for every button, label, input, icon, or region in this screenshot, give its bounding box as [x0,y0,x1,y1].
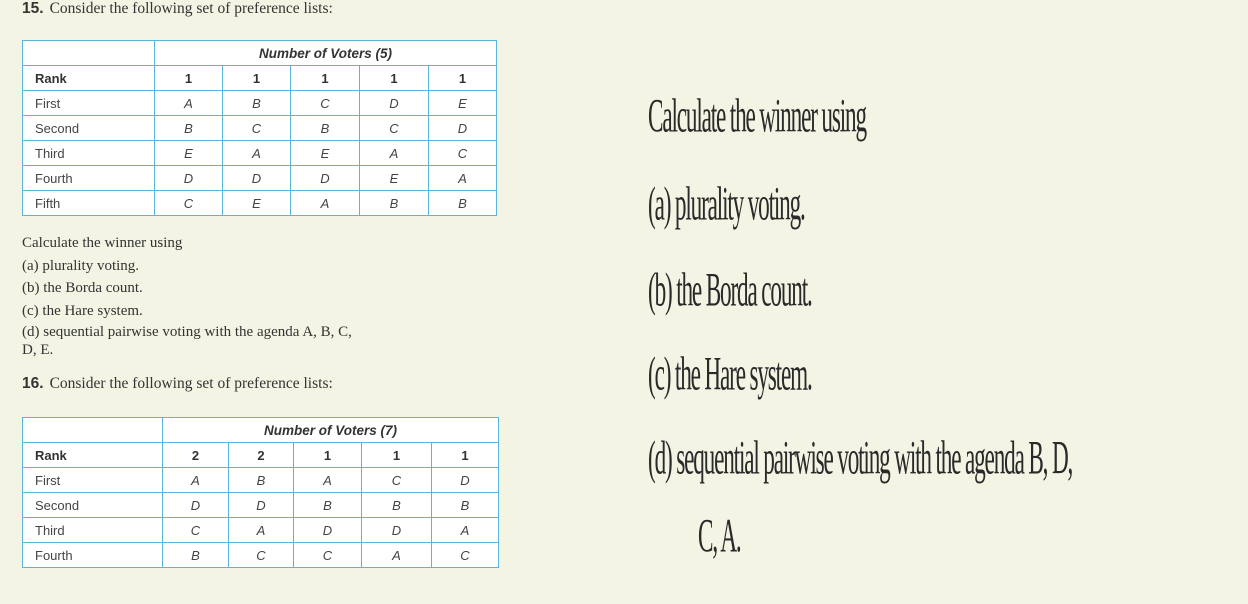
table-cell: B [229,468,294,493]
table-cell: A [163,468,229,493]
table-cell: B [432,493,499,518]
big-part-c: (c) the Hare system. [648,347,812,401]
problem-16-heading [22,375,333,393]
table-cell: C [429,141,497,166]
problem-15-number: 15. [22,0,44,17]
voter-count: 1 [429,66,497,91]
part-a: (a) plurality voting. [22,257,140,274]
table-cell: E [291,141,360,166]
table-cell: D [429,116,497,141]
table-cell: A [291,191,360,216]
problem-15-intro: Consider the following set of preference lists: [49,0,333,17]
voter-count: 1 [360,66,429,91]
problem-16-table [22,417,499,568]
table-cell: A [362,543,432,568]
table-cell: A [429,166,497,191]
table-row [23,91,497,116]
rank-label: First [23,468,163,493]
big-part-a: (a) plurality voting. [648,177,805,231]
table-cell: E [223,191,291,216]
table-row [23,468,499,493]
voter-count: 1 [294,443,362,468]
table-cell: D [223,166,291,191]
table-cell: D [163,493,229,518]
table-cell: A [155,91,223,116]
table-cell: B [429,191,497,216]
table-cell: D [362,518,432,543]
table-row [23,518,499,543]
part-d-continued: D, E. [22,342,54,358]
voter-count: 1 [155,66,223,91]
table-cell: B [155,116,223,141]
table-cell: B [291,116,360,141]
table-cell: A [294,468,362,493]
table-cell: C [223,116,291,141]
rank-label: Third [23,518,163,543]
table-title: Number of Voters (5) [155,41,497,66]
table-cell: B [163,543,229,568]
rank-label: Fifth [23,191,155,216]
table-cell: E [155,141,223,166]
problem-15-table [22,40,497,216]
problem-16-number: 16. [22,375,44,392]
table-cell: B [223,91,291,116]
part-d: (d) sequential pairwise voting with the agenda A, B, C, [22,324,352,340]
table-cell: C [163,518,229,543]
rank-label: Second [23,493,163,518]
rank-label: Fourth [23,166,155,191]
rank-label: Fourth [23,543,163,568]
table-cell: D [432,468,499,493]
table-corner [23,41,155,66]
rank-label: Third [23,141,155,166]
table-cell: C [362,468,432,493]
table-cell: D [291,166,360,191]
rank-header: Rank [23,443,163,468]
table-cell: C [432,543,499,568]
table-cell: E [429,91,497,116]
voter-count: 1 [362,443,432,468]
rank-header: Rank [23,66,155,91]
problem-16-intro: Consider the following set of preference lists: [49,375,333,392]
table-row [23,191,497,216]
table-cell: C [360,116,429,141]
table-cell: B [362,493,432,518]
voter-count: 2 [229,443,294,468]
table-title: Number of Voters (7) [163,418,499,443]
table-cell: A [223,141,291,166]
calc-intro: Calculate the winner using [22,235,183,251]
rank-label: Second [23,116,155,141]
big-calc-intro: Calculate the winner using [648,89,866,143]
table-cell: D [155,166,223,191]
table-cell: A [360,141,429,166]
table-cell: C [291,91,360,116]
problem-15-instructions [22,232,352,358]
table-cell: A [432,518,499,543]
table-cell: C [155,191,223,216]
part-b: (b) the Borda count. [22,280,143,296]
table-cell: D [360,91,429,116]
table-row [23,116,497,141]
part-c: (c) the Hare system. [22,302,143,319]
table-cell: E [360,166,429,191]
table-cell: B [294,493,362,518]
table-corner [23,418,163,443]
voter-count: 1 [223,66,291,91]
table-cell: C [294,543,362,568]
table-cell: A [229,518,294,543]
table-cell: D [294,518,362,543]
big-part-d: (d) sequential pairwise voting with the agenda B, D, [648,431,1073,485]
table-cell: C [229,543,294,568]
table-cell: D [229,493,294,518]
table-row [23,493,499,518]
voter-count: 2 [163,443,229,468]
problem-15-heading [22,0,333,18]
big-part-b: (b) the Borda count. [648,263,812,317]
voter-count: 1 [432,443,499,468]
table-cell: B [360,191,429,216]
voter-count: 1 [291,66,360,91]
table-row [23,141,497,166]
rank-label: First [23,91,155,116]
table-row [23,166,497,191]
big-part-d-continued: C, A. [698,509,741,563]
table-row [23,543,499,568]
